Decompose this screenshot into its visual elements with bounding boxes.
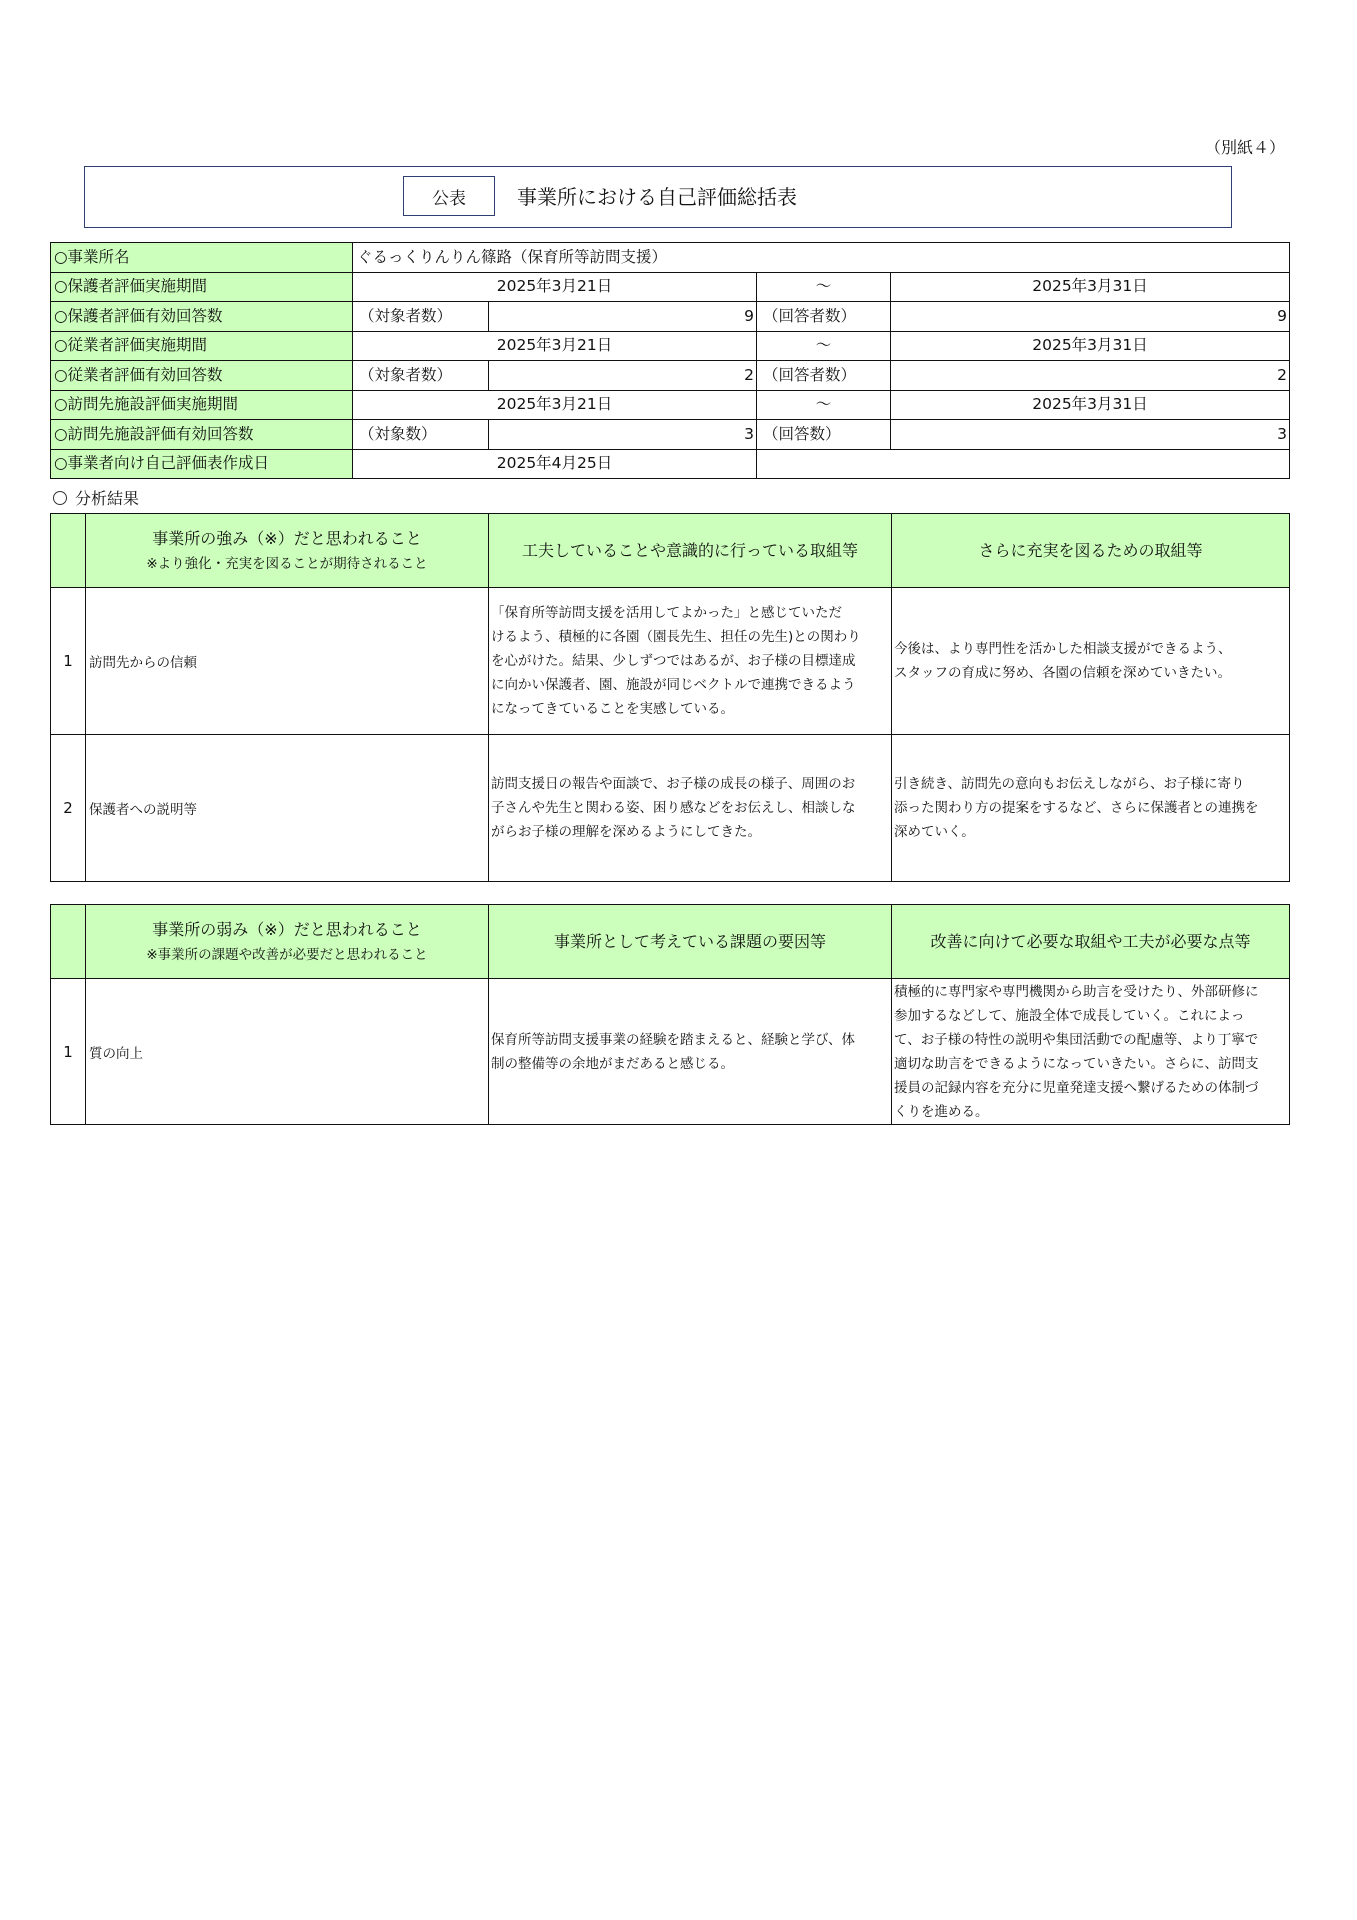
office-name-label: ○事業所名 xyxy=(51,243,353,273)
weaknesses-table xyxy=(50,904,1290,1125)
table-row xyxy=(51,588,1290,735)
count-row xyxy=(51,420,1290,450)
weaknesses-header-main: 事業所の弱み（※）だと思われること xyxy=(152,919,422,939)
period-start: 2025年3月21日 xyxy=(353,331,757,361)
target-count: 9 xyxy=(489,302,757,332)
analysis-heading-text: 分析結果 xyxy=(75,489,140,508)
strengths-table xyxy=(50,513,1290,882)
period-tilde: ～ xyxy=(757,272,891,302)
count-row xyxy=(51,361,1290,391)
causes-header: 事業所として考えている課題の要因等 xyxy=(489,905,892,979)
enhancement-text: 引き続き、訪問先の意向もお伝えしながら、お子様に寄り 添った関わり方の提案をするなど、さらに保護者との連携を 深めていく。 xyxy=(892,735,1290,882)
created-date-row xyxy=(51,449,1290,479)
improvement-text: 積極的に専門家や専門機関から助言を受けたり、外部研修に 参加するなどして、施設全体で成長していく。これによっ て、お子様の特性の説明や集団活動での配慮等、より丁寧で 適切な助言をできるようになっていきたい。さらに、訪問支 援員の記録内容を充分に児童発達支援へ繋げるための体制づ くりを進める。 xyxy=(892,979,1290,1125)
period-row xyxy=(51,331,1290,361)
period-row xyxy=(51,390,1290,420)
circle-icon xyxy=(53,491,67,505)
target-count: 3 xyxy=(489,420,757,450)
row-number: 1 xyxy=(51,588,86,735)
answer-count: 9 xyxy=(891,302,1290,332)
table-row xyxy=(51,979,1290,1125)
answer-label: （回答数） xyxy=(757,420,891,450)
row-label: ○訪問先施設評価有効回答数 xyxy=(51,420,353,450)
period-start: 2025年3月21日 xyxy=(353,272,757,302)
target-label: （対象者数） xyxy=(353,361,489,391)
weaknesses-header xyxy=(86,905,489,979)
number-header xyxy=(51,905,86,979)
enhancement-text: 今後は、より専門性を活かした相談支援ができるよう、 スタッフの育成に努め、各園の信頼を深めていきたい。 xyxy=(892,588,1290,735)
weaknesses-header-sub: ※事業所の課題や改善が必要だと思われること xyxy=(146,946,428,963)
strengths-header-sub: ※より強化・充実を図ることが期待されること xyxy=(146,555,428,572)
strengths-header xyxy=(86,514,489,588)
efforts-text: 「保育所等訪問支援を活用してよかった」と感じていただ けるよう、積極的に各園（園長先生、担任の先生)との関わり を心がけた。結果、少しずつではあるが、お子様の目標達成 に向かい保護者、園、施設が同じベクトルで連携できるよう になってきていることを実感している。 xyxy=(489,588,892,735)
answer-count: 3 xyxy=(891,420,1290,450)
period-row xyxy=(51,272,1290,302)
row-label: ○保護者評価有効回答数 xyxy=(51,302,353,332)
causes-text: 保育所等訪問支援事業の経験を踏まえると、経験と学び、体 制の整備等の余地がまだあると感じる。 xyxy=(489,979,892,1125)
strengths-header-main: 事業所の強み（※）だと思われること xyxy=(152,528,422,548)
weaknesses-header-row xyxy=(51,905,1290,979)
answer-count: 2 xyxy=(891,361,1290,391)
row-label: ○訪問先施設評価実施期間 xyxy=(51,390,353,420)
period-tilde: ～ xyxy=(757,390,891,420)
empty-cell xyxy=(891,449,1290,479)
period-tilde: ～ xyxy=(757,331,891,361)
publish-badge: 公表 xyxy=(403,176,495,216)
strength-item: 訪問先からの信頼 xyxy=(86,588,489,735)
created-date-label: ○事業者向け自己評価表作成日 xyxy=(51,449,353,479)
period-start: 2025年3月21日 xyxy=(353,390,757,420)
count-row xyxy=(51,302,1290,332)
target-label: （対象数） xyxy=(353,420,489,450)
weakness-item: 質の向上 xyxy=(86,979,489,1125)
info-table xyxy=(50,242,1290,479)
enhancement-header: さらに充実を図るための取組等 xyxy=(892,514,1290,588)
improvement-header: 改善に向けて必要な取組や工夫が必要な点等 xyxy=(892,905,1290,979)
number-header xyxy=(51,514,86,588)
row-label: ○保護者評価実施期間 xyxy=(51,272,353,302)
attachment-label: （別紙４） xyxy=(1205,138,1286,157)
office-name-row xyxy=(51,243,1290,273)
target-label: （対象者数） xyxy=(353,302,489,332)
table-row xyxy=(51,735,1290,882)
row-number: 2 xyxy=(51,735,86,882)
row-label: ○従業者評価有効回答数 xyxy=(51,361,353,391)
row-label: ○従業者評価実施期間 xyxy=(51,331,353,361)
title-box xyxy=(84,166,1232,228)
target-count: 2 xyxy=(489,361,757,391)
answer-label: （回答者数） xyxy=(757,302,891,332)
strengths-header-row xyxy=(51,514,1290,588)
created-date-value: 2025年4月25日 xyxy=(353,449,757,479)
answer-label: （回答者数） xyxy=(757,361,891,391)
efforts-text: 訪問支援日の報告や面談で、お子様の成長の様子、周囲のお 子さんや先生と関わる姿、困り感などをお伝えし、相談しな がらお子様の理解を深めるようにしてきた。 xyxy=(489,735,892,882)
empty-cell xyxy=(757,449,891,479)
efforts-header: 工夫していることや意識的に行っている取組等 xyxy=(489,514,892,588)
period-end: 2025年3月31日 xyxy=(891,390,1290,420)
analysis-heading xyxy=(53,486,139,509)
office-name-value: ぐるっくりんりん篠路（保育所等訪問支援） xyxy=(353,243,1290,273)
period-end: 2025年3月31日 xyxy=(891,331,1290,361)
strength-item: 保護者への説明等 xyxy=(86,735,489,882)
page-title: 事業所における自己評価総括表 xyxy=(517,185,797,209)
period-end: 2025年3月31日 xyxy=(891,272,1290,302)
row-number: 1 xyxy=(51,979,86,1125)
